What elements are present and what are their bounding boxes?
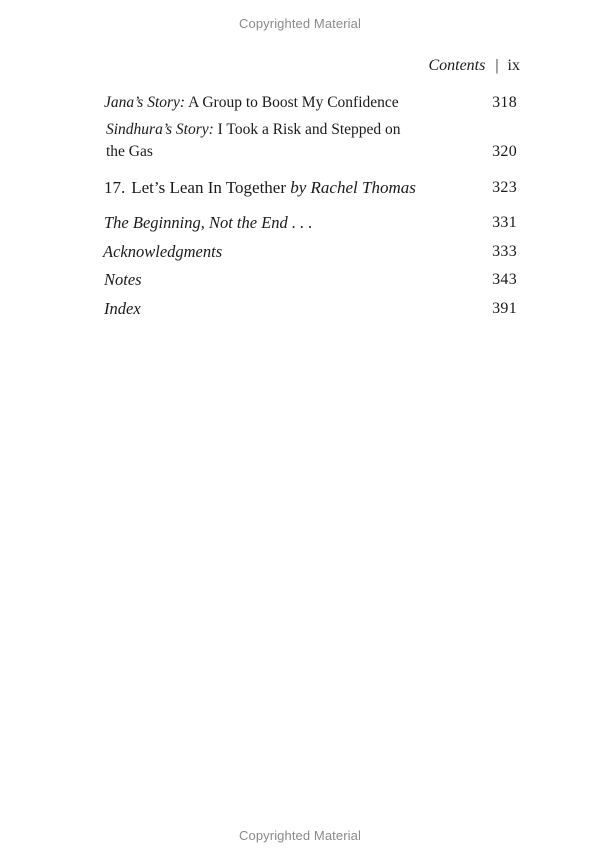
toc-entry-text — [104, 177, 416, 199]
page-number: 333 — [492, 243, 517, 260]
toc-entry-notes[interactable] — [104, 269, 517, 291]
chapter-title: Let’s Lean In Together — [131, 178, 286, 197]
chapter-author: by Rachel Thomas — [290, 178, 416, 197]
page-number: 343 — [492, 271, 517, 288]
page-number: 391 — [492, 300, 517, 317]
running-head-separator: | — [495, 57, 499, 74]
toc-entry-chapter-17[interactable] — [104, 177, 517, 199]
toc-entry-jana-story[interactable] — [104, 92, 517, 114]
story-name: Jana’s Story: — [104, 94, 186, 111]
page-number: 323 — [492, 179, 517, 196]
page-number: 320 — [492, 143, 517, 160]
toc-entry-index[interactable] — [104, 298, 517, 320]
copyright-watermark-bottom: Copyrighted Material — [239, 828, 361, 843]
entry-title: Notes — [104, 270, 142, 289]
entry-title: A Group to Boost My Confidence — [188, 94, 399, 111]
story-name: Sindhura’s Story: — [106, 121, 214, 138]
entry-title: Acknowledgments — [103, 242, 223, 261]
running-head-page-number: ix — [507, 57, 520, 74]
entry-title: Index — [104, 299, 141, 318]
copyright-watermark-top: Copyrighted Material — [239, 16, 361, 31]
toc-entry-text — [106, 119, 416, 163]
running-head-section: Contents — [428, 57, 486, 74]
page-number: 331 — [492, 214, 517, 231]
page-number: 318 — [492, 94, 517, 111]
entry-title: I Took a Risk and Stepped on the Gas — [106, 121, 401, 160]
toc-entry-acknowledgments[interactable] — [103, 241, 517, 263]
chapter-number: 17. — [104, 178, 126, 197]
entry-title: The Beginning, Not the End . . . — [104, 213, 313, 232]
running-head — [428, 57, 520, 75]
toc-entry-the-beginning[interactable] — [104, 212, 517, 234]
toc-entry-text — [104, 92, 399, 114]
toc-entry-sindhura-story[interactable] — [106, 119, 517, 163]
